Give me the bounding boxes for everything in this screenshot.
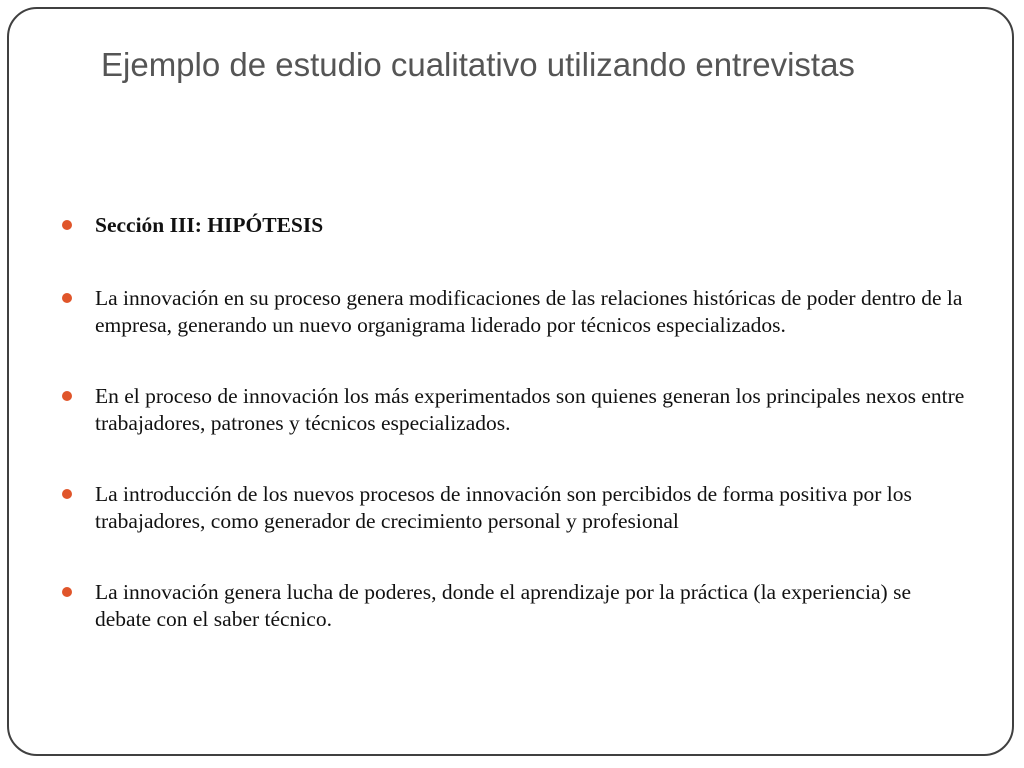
bullet-dot-icon [62, 489, 72, 499]
bullet-text: La introducción de los nuevos procesos de innovación son percibidos de forma positiva por los trabajadores, como generador de crecimiento personal y profesional [95, 482, 912, 533]
bullet-list [62, 212, 967, 678]
bullet-item [62, 285, 967, 339]
bullet-dot-icon [62, 391, 72, 401]
bullet-item [62, 383, 967, 437]
bullet-text: En el proceso de innovación los más experimentados son quienes generan los principales nexos entre trabajadores, patrones y técnicos especializados. [95, 384, 965, 435]
bullet-text: La innovación en su proceso genera modificaciones de las relaciones históricas de poder dentro de la empresa, generando un nuevo organigrama liderado por técnicos especializados. [95, 286, 963, 337]
slide-title: Ejemplo de estudio cualitativo utilizando entrevistas [101, 46, 855, 83]
bullet-item-section-heading [62, 212, 967, 239]
bullet-dot-icon [62, 220, 72, 230]
bullet-item [62, 579, 967, 633]
slide-frame [7, 7, 1014, 756]
bullet-dot-icon [62, 293, 72, 303]
bullet-text: La innovación genera lucha de poderes, donde el aprendizaje por la práctica (la experiencia) se debate con el saber técnico. [95, 580, 911, 631]
bullet-text: Sección III: HIPÓTESIS [95, 213, 324, 237]
bullet-item [62, 481, 967, 535]
bullet-dot-icon [62, 587, 72, 597]
